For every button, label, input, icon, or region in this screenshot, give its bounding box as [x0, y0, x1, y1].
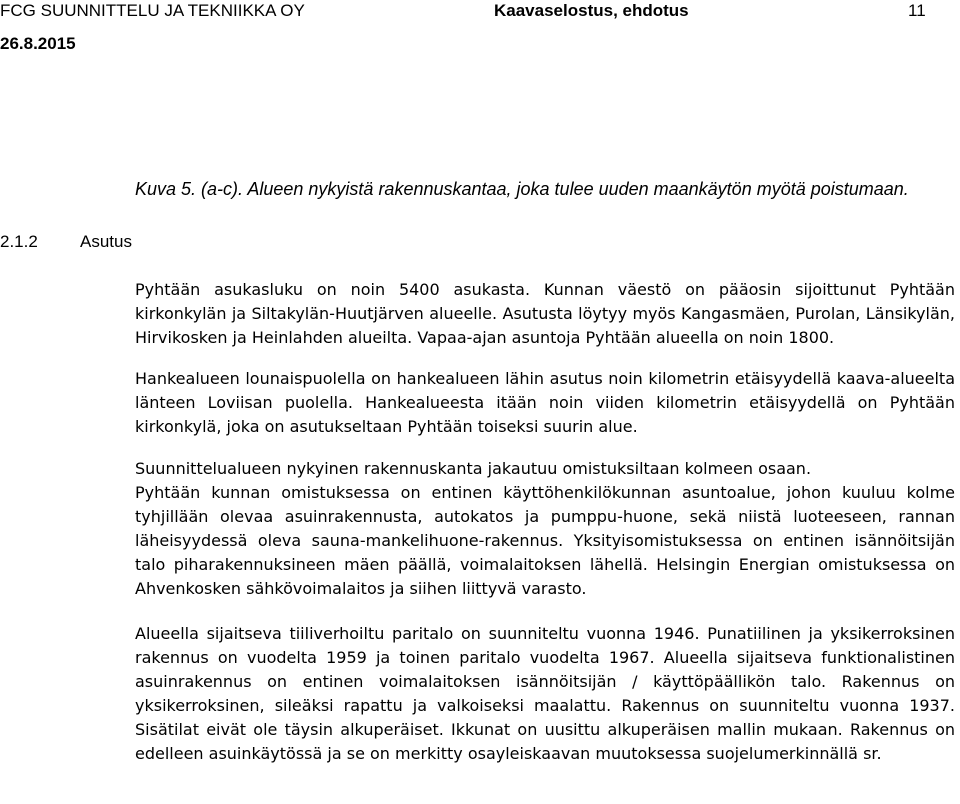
paragraph: Hankealueen lounaispuolella on hankealueen lähin asutus noin kilometrin etäisyydellä kaava-alueelta länteen Loviisan puolella. Hankealueesta itään noin viiden kilometrin etäisyydellä on Pyhtään kirkonkylä, joka on asutukseltaan Pyhtään toiseksi suurin alue.: [135, 369, 955, 436]
paragraph: Alueella sijaitseva tiiliverhoiltu paritalo on suunniteltu vuonna 1946. Punatiilinen ja yksikerroksinen rakennus on vuodelta 1959 ja toinen paritalo vuodelta 1967. Alueella sijaitseva funktionalistinen asuinrakennus on entinen voimalaitoksen isännöitsijän / käyttöpäällikön talo. Rakennus on yksikerroksinen, sileäksi rapattu ja valkoiseksi maalattu. Rakennus on suunniteltu vuonna 1937. Sisätilat eivät ole täysin alkuperäiset. Ikkunat on uusittu alkuperäisen mallin mukaan. Rakennus on edelleen asuinkäytössä ja se on merkitty osayleiskaavan muutoksessa suojelumerkinnällä sr.: [135, 624, 955, 763]
page-number: 11: [908, 1, 926, 20]
organization-name: FCG SUUNNITTELU JA TEKNIIKKA OY: [0, 1, 305, 20]
document-title: Kaavaselostus, ehdotus: [494, 1, 689, 20]
document-date: 26.8.2015: [0, 34, 76, 53]
paragraph: Pyhtään kunnan omistuksessa on entinen käyttöhenkilökunnan asuntoalue, johon kuuluu kolme tyhjillään olevaa asuinrakennusta, autokatos ja pumppu-huone, sekä niistä luoteeseen, rannan läheisyydessä oleva sauna-mankelihuone-rakennus. Yksityisomistuksessa on entinen isännöitsijän talo piharakennuksineen mäen päällä, voimalaitoksen lähellä. Helsingin Energian omistuksessa on Ahvenkosken sähkövoimalaitos ja siihen liittyvä varasto.: [135, 483, 955, 598]
paragraph: Pyhtään asukasluku on noin 5400 asukasta. Kunnan väestö on pääosin sijoittunut Pyhtään kirkonkylän ja Siltakylän-Huutjärven alueelle. Asutusta löytyy myös Kangasmäen, Purolan, Länsikylän, Hirvikosken ja Heinlahden alueilta. Vapaa-ajan asuntoja Pyhtään alueella on noin 1800.: [135, 280, 955, 347]
paragraph: Suunnittelualueen nykyinen rakennuskanta jakautuu omistuksiltaan kolmeen osaan.: [135, 459, 812, 478]
section-title: Asutus: [80, 232, 132, 251]
figure-caption: Kuva 5. (a-c). Alueen nykyistä rakennuskantaa, joka tulee uuden maankäytön myötä poistumaan.: [135, 179, 909, 199]
section-heading: [0, 232, 132, 252]
section-number: 2.1.2: [0, 232, 38, 251]
page-header: [0, 0, 960, 60]
body-text: [135, 278, 955, 766]
